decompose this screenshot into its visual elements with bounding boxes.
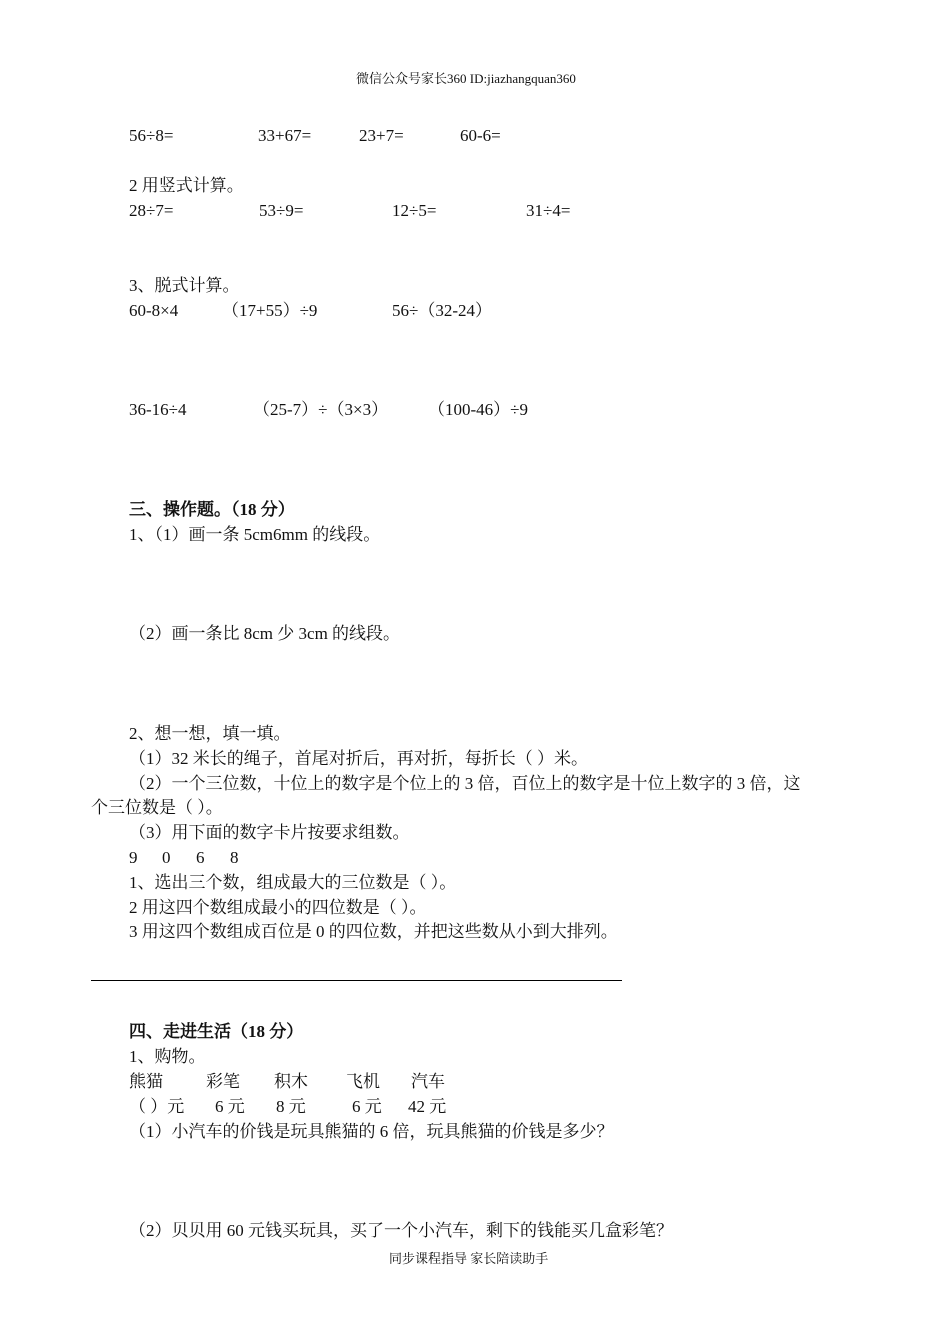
section3-q2-p1: （1）32 米长的绳子，首尾对折后，再对折，每折长（ ）米。	[129, 749, 588, 768]
digit-card-0: 0	[162, 848, 171, 867]
vertical-item-1: 28÷7=	[129, 201, 174, 220]
stepwise-row2-item-1: 36-16÷4	[129, 400, 187, 419]
section3-q2-p3: （3）用下面的数字卡片按要求组数。	[129, 823, 410, 842]
oral-item-2: 33+67=	[258, 126, 312, 145]
section3-q2-s1: 1、选出三个数，组成最大的三位数是（ ）。	[129, 873, 457, 892]
item-airplane: 飞机	[346, 1072, 380, 1091]
digit-card-6: 6	[196, 848, 205, 867]
section4-q1: 1、购物。	[129, 1047, 206, 1066]
page-header: 微信公众号家长360 ID:jiazhangquan360	[356, 71, 576, 86]
stepwise-row2-item-3: （100-46）÷9	[428, 400, 528, 419]
section3-q1a: 1、（1）画一条 5cm6mm 的线段。	[129, 525, 381, 544]
section3-q2-s2: 2 用这四个数组成最小的四位数是（ ）。	[129, 898, 427, 917]
section3-title: 三、操作题。（18 分）	[129, 500, 295, 519]
price-color-pen: 6 元	[215, 1097, 245, 1116]
digit-card-9: 9	[129, 848, 138, 867]
answer-line	[91, 980, 622, 981]
stepwise-title: 3、脱式计算。	[129, 276, 240, 295]
section3-q2-title: 2、想一想，填一填。	[129, 724, 291, 743]
oral-item-3: 23+7=	[359, 126, 404, 145]
price-airplane: 6 元	[352, 1097, 382, 1116]
stepwise-row1-item-1: 60-8×4	[129, 301, 179, 320]
item-color-pen: 彩笔	[206, 1072, 240, 1091]
section3-q2-p2-line1: （2）一个三位数，十位上的数字是个位上的 3 倍，百位上的数字是十位上数字的 3 倍，这	[129, 774, 801, 793]
stepwise-row1-item-2: （17+55）÷9	[222, 301, 318, 320]
price-blocks: 8 元	[276, 1097, 306, 1116]
section4-p2: （2）贝贝用 60 元钱买玩具，买了一个小汽车，剩下的钱能买几盒彩笔？	[129, 1221, 673, 1240]
section3-q2-s3: 3 用这四个数组成百位是 0 的四位数，并把这些数从小到大排列。	[129, 922, 618, 941]
item-panda: 熊猫	[129, 1072, 163, 1091]
stepwise-row2-item-2: （25-7）÷（3×3）	[253, 400, 389, 419]
price-car: 42 元	[408, 1097, 447, 1116]
vertical-item-4: 31÷4=	[526, 201, 571, 220]
vertical-item-2: 53÷9=	[259, 201, 304, 220]
digit-card-8: 8	[230, 848, 239, 867]
oral-item-4: 60-6=	[460, 126, 501, 145]
section3-q1b: （2）画一条比 8cm 少 3cm 的线段。	[129, 624, 401, 643]
item-car: 汽车	[411, 1072, 445, 1091]
stepwise-row1-item-3: 56÷（32-24）	[392, 301, 492, 320]
vertical-item-3: 12÷5=	[392, 201, 437, 220]
section4-p1: （1）小汽车的价钱是玩具熊猫的 6 倍，玩具熊猫的价钱是多少？	[129, 1122, 614, 1141]
section4-title: 四、走进生活（18 分）	[129, 1022, 304, 1041]
item-blocks: 积木	[274, 1072, 308, 1091]
oral-item-1: 56÷8=	[129, 126, 174, 145]
price-panda: （ ）元	[129, 1097, 185, 1116]
page-footer: 同步课程指导 家长陪读助手	[389, 1251, 549, 1266]
section3-q2-p2-line2: 个三位数是（ ）。	[91, 798, 223, 817]
vertical-title: 2 用竖式计算。	[129, 176, 244, 195]
